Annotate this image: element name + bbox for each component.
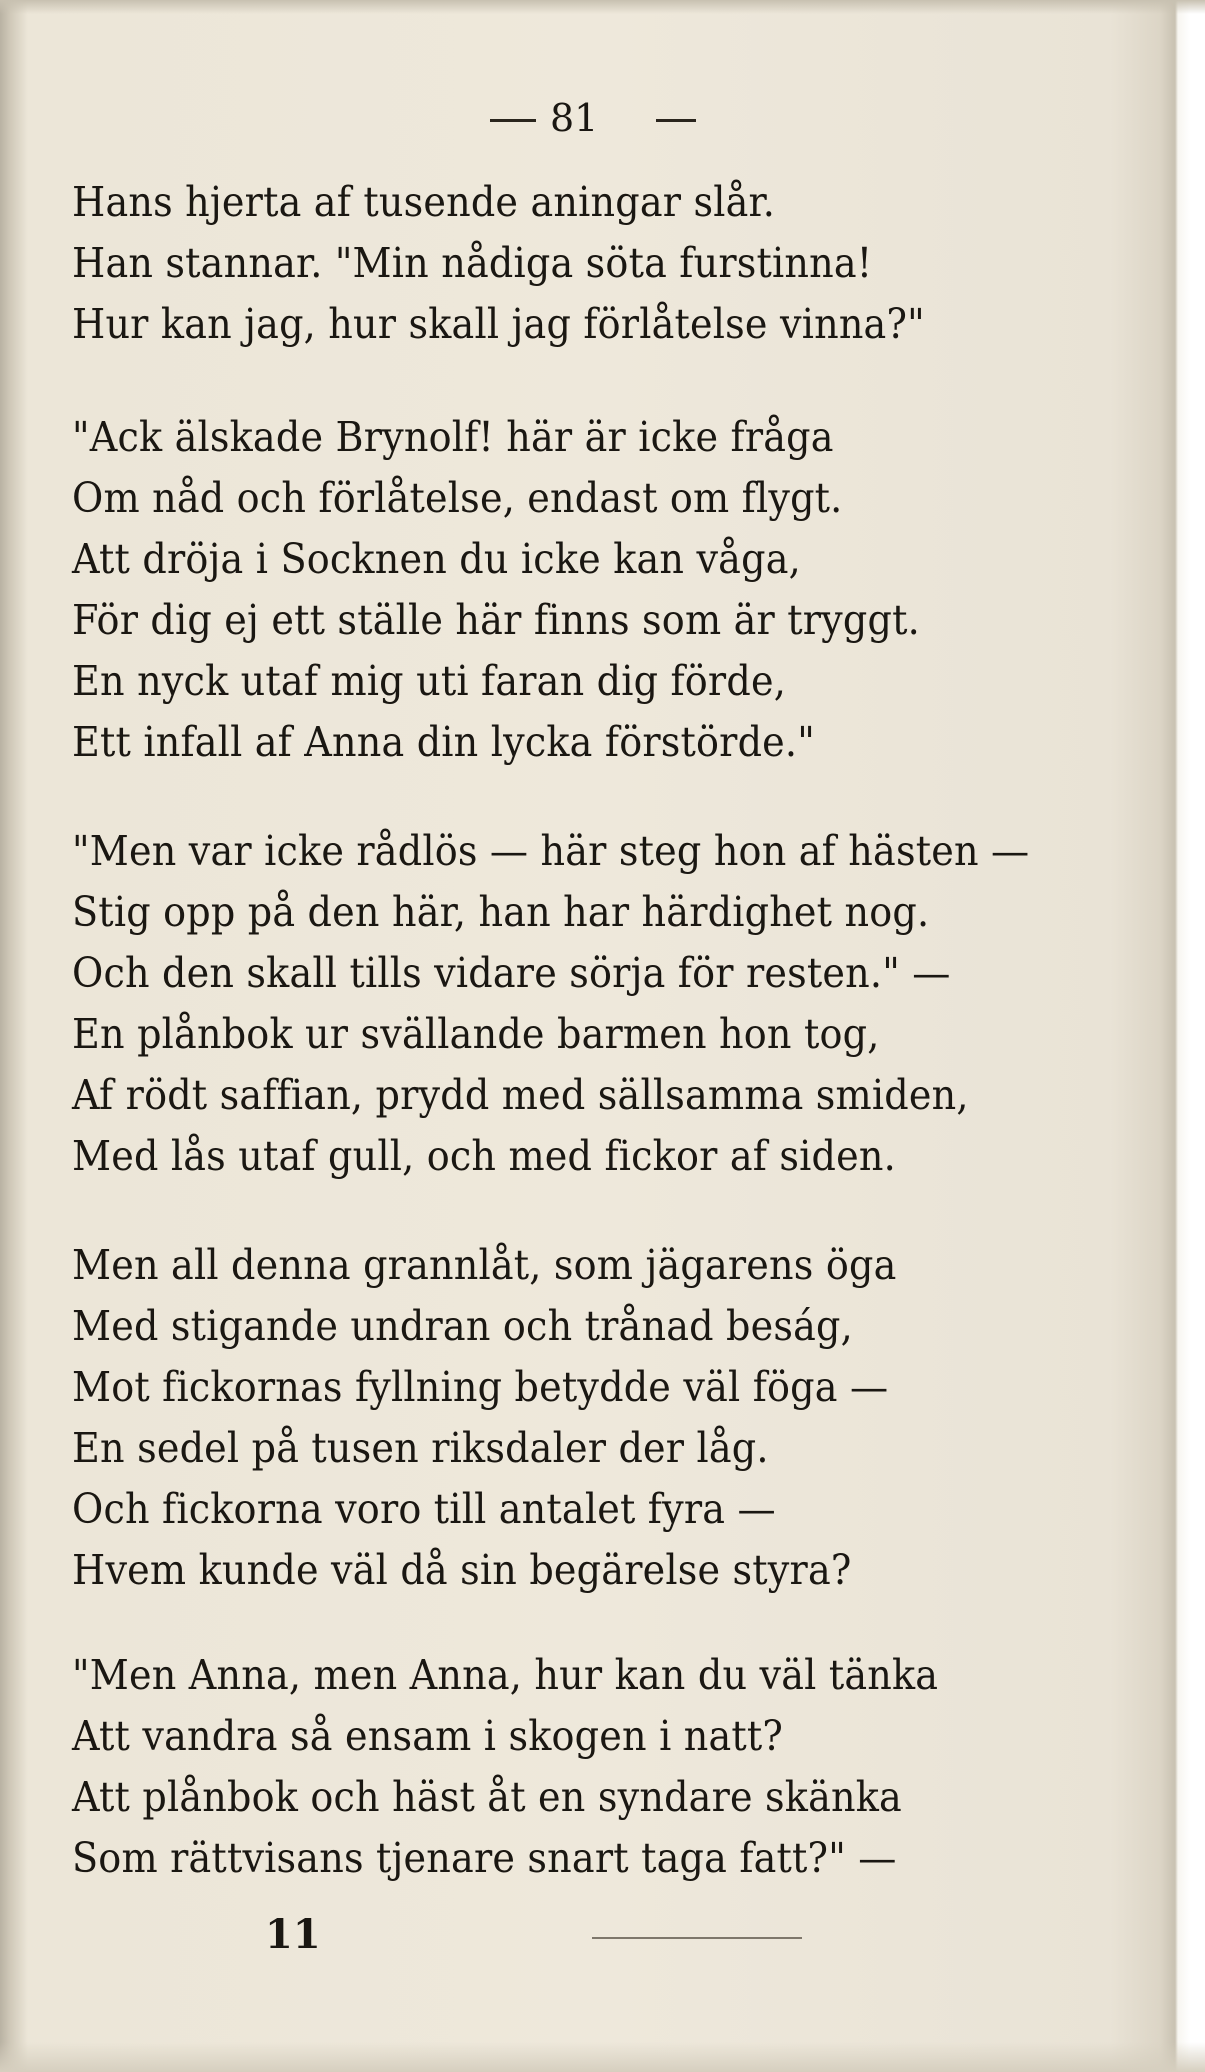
verse-line: Hur kan jag, hur skall jag förlåtelse vinna?" [72,300,925,348]
stanza-3 [72,821,1122,1187]
verse-line: Att vandra så ensam i skogen i natt? [72,1712,784,1760]
verse-line: En sedel på tusen riksdaler der låg. [72,1424,769,1472]
page-bottom-shadow [0,2042,1205,2072]
verse-line: En plånbok ur svällande barmen hon tog, [72,1010,880,1058]
verse-line: Ett infall af Anna din lycka förstörde." [72,718,815,766]
verse-line: "Men Anna, men Anna, hur kan du väl tänka [72,1651,939,1699]
verse-line: Stig opp på den här, han har härdighet nog. [72,888,930,936]
signature-mark: 11 [265,1911,321,1958]
page-footer [0,1907,1205,1967]
verse-line: Med stigande undran och trånad beság, [72,1302,853,1350]
verse-line: Med lås utaf gull, och med fickor af siden. [72,1132,896,1180]
verse-line: En nyck utaf mig uti faran dig förde, [72,657,787,705]
verse-line: Och den skall tills vidare sörja för resten." — [72,949,951,997]
verse-line: Hans hjerta af tusende aningar slår. [72,178,776,226]
verse-line: "Ack älskade Brynolf! här är icke fråga [72,413,834,461]
verse-line: Om nåd och förlåtelse, endast om flygt. [72,474,843,522]
page-top-shadow [0,0,1205,14]
verse-line: För dig ej ett ställe här finns som är tryggt. [72,596,920,644]
poem-text [72,172,1122,1889]
verse-line: Hvem kunde väl då sin begärelse styra? [72,1546,852,1594]
header-dash-right [656,119,696,122]
stanza-1 [72,172,1122,355]
verse-line: Han stannar. "Min nådiga söta furstinna! [72,239,873,287]
verse-line: Mot fickornas fyllning betydde väl föga — [72,1363,889,1411]
stanza-5 [72,1645,1122,1889]
header-dash-left [490,119,536,122]
verse-line: Och fickorna voro till antalet fyra — [72,1485,776,1533]
stanza-4 [72,1235,1122,1601]
footer-rule [592,1937,802,1939]
verse-line: "Men var icke rådlös — här steg hon af hästen — [72,827,1030,875]
verse-line: Att plånbok och häst åt en syndare skänka [72,1773,902,1821]
verse-line: Att dröja i Socknen du icke kan våga, [72,535,801,583]
page-header [0,92,1205,142]
verse-line: Men all denna grannlåt, som jägarens öga [72,1241,897,1289]
verse-line: Af rödt saffian, prydd med sällsamma smiden, [72,1071,969,1119]
stanza-2 [72,407,1122,773]
page-number: 81 [550,96,599,140]
verse-line: Som rättvisans tjenare snart taga fatt?" — [72,1834,897,1882]
